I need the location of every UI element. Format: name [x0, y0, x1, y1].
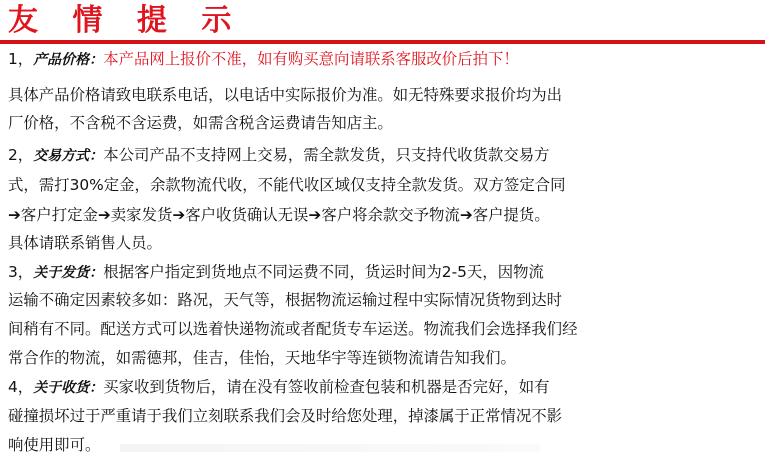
section-3-line-2: 运输不确定因素较多如：路况，天气等，根据物流运输过程中实际情况货物到达时: [8, 291, 563, 309]
flow-step: 客户收货确认无误: [185, 206, 309, 224]
arrow-icon: ➔: [8, 206, 21, 224]
section-2-line-1: [8, 141, 550, 169]
section-number: 1，: [8, 50, 34, 68]
arrow-icon: ➔: [308, 206, 322, 224]
section-number: 2，: [8, 146, 34, 164]
arrow-icon: ➔: [459, 206, 473, 224]
flow-step: 客户将余款交予物流: [321, 206, 460, 224]
section-4-line-2: 碰撞损坏过于严重请于我们立刻联系我们会及时给您处理，掉漆属于正常情况不影: [8, 407, 563, 425]
section-heading: 产品价格：: [33, 52, 104, 68]
section-text: 根据客户指定到货地点不同运费不同，货运时间为2-5天，因物流: [103, 263, 544, 281]
flow-step: 客户打定金: [20, 206, 98, 224]
section-number: 4，: [8, 378, 34, 396]
section-number: 3，: [8, 263, 34, 281]
flow-step: 客户提货。: [472, 206, 550, 224]
section-4-line-1: [8, 373, 550, 401]
arrow-icon: ➔: [97, 206, 111, 224]
transaction-flow: [8, 201, 550, 229]
notice-title: 友 情 提 示: [8, 3, 244, 38]
flow-step: 卖家发货: [110, 206, 173, 224]
section-3-line-3: 间稍有不同。配送方式可以选着快递物流或者配货专车运送。物流我们会选择我们经: [8, 320, 578, 338]
section-heading: 关于收货：: [33, 380, 104, 396]
section-3-line-1: [8, 258, 544, 286]
section-2-line-2: 式，需打30%定金，余款物流代收，不能代收区域仅支持全款发货。双方签定合同: [8, 176, 566, 194]
section-2-closing: 具体请联系销售人员。: [8, 234, 162, 252]
section-text: 买家收到货物后，请在没有签收前检查包装和机器是否完好，如有: [103, 378, 550, 396]
title-separator: [0, 40, 765, 44]
section-3-line-4: 常合作的物流，如需德邦，佳吉，佳怡，天地华宇等连锁物流请告知我们。: [8, 349, 516, 367]
section-1-line-1: [8, 45, 519, 73]
arrow-icon: ➔: [172, 206, 186, 224]
section-text: 本公司产品不支持网上交易，需全款发货，只支持代收货款交易方: [103, 146, 550, 164]
section-1-line-2: 具体产品价格请致电联系电话，以电话中实际报价为准。如无特殊要求报价均为出: [8, 86, 563, 104]
section-4-line-3: 响使用即可。: [8, 436, 101, 454]
price-warning: 本产品网上报价不准，如有购买意向请联系客服改价后拍下！: [103, 50, 519, 68]
section-heading: 交易方式：: [33, 148, 104, 164]
section-1-line-3: 厂价格，不含税不含运费，如需含税含运费请告知店主。: [8, 114, 393, 132]
section-heading: 关于发货：: [33, 265, 104, 281]
